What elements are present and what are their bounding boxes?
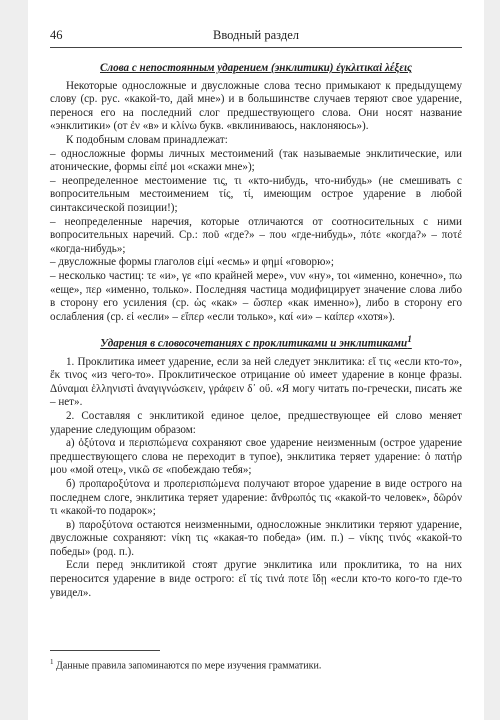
book-page: [28, 0, 484, 720]
footnote-mark: 1: [50, 658, 54, 666]
paragraph: б) προπαροξύτονα и προπερισπώμενα получают второе ударение в виде острого на последнем слоге, энклитика теряет ударение: ἄνθρωπός τις «какой-то человек», δῶρόν τι «какой-то подарок»;: [50, 477, 462, 518]
paragraph: К подобным словам принадлежат:: [66, 133, 228, 146]
running-title: Вводный раздел: [213, 28, 299, 42]
section-title-text: Ударения в словосочетаниях с проклитиками и энклитиками: [100, 337, 408, 350]
paragraph: 2. Составляя с энклитикой единое целое, предшествующее ей слово меняет ударение следующим образом:: [50, 409, 462, 436]
list-item: – односложные формы личных местоимений (так называемые энклитические, или атонические, формы εἰπέ μοι «скажи мне»);: [50, 147, 462, 174]
page-number: 46: [50, 28, 63, 42]
page-header: [50, 24, 462, 44]
footnote-rule: [50, 650, 160, 651]
footnote: [50, 656, 462, 672]
paragraph: Некоторые односложные и двусложные слова тесно примыкают к предыдущему слову (ср. рус. «какой-то, дай мне») и в большинстве случаев теряют свое ударение, перенося его на последний слог предшествующего слова. Они носят название «энклитики» (от ἐν «в» и κλίνω букв. «вклиниваюсь, наклоняюсь»).: [50, 79, 462, 133]
paragraph: 1. Проклитика имеет ударение, если за ней следует энклитика: εἴ τις «если кто-то», ἔκ τινος «из чего-то». Проклитическое отрицание οὐ имеет ударение в конце фразы. Δύναμαι ἑλληνιστὶ ἀναγιγνώσκειν, γράφειν δ᾽ οὔ. «Я могу читать по-гречески, писать же – нет».: [50, 355, 462, 409]
list-item: – неопределенное местоимение τις, τι «кто-нибудь, что-нибудь» (не смешивать с вопросительным местоимением τίς, τί, имеющим острое ударение в любой синтаксической позиции!);: [50, 174, 462, 214]
footnote-reference[interactable]: 1: [407, 335, 412, 346]
list-item: – двусложные формы глаголов εἰμί «есмь» и φημί «говорю»;: [50, 256, 335, 269]
list-item: – несколько частиц: τε «и», γε «по крайней мере», νυν «ну», τοι «именно, конечно», πω «еще», περ «именно, только». Последняя частица модифицирует значение слова либо в сторону его усиления (ср. ὡς «как» – ὥσπερ «как именно»), либо в сторону его ослабления (ср. εἰ «если» – εἴπερ «если только», καί «и» – καίπερ «хотя»).: [50, 269, 462, 323]
paragraph: Если перед энклитикой стоят другие энклитика или проклитика, то на них переносится ударение в виде острого: εἴ τίς τινά ποτε ἴδῃ «если кто-то кого-то где-то увидел».: [50, 559, 462, 599]
section-title-enclitics: Слова с непостоянным ударением (энклитики) ἐγκλιτικαὶ λέξεις: [100, 62, 412, 74]
section-title-accent-combinations: [50, 334, 462, 351]
header-rule: [50, 47, 462, 48]
page-body: [50, 62, 462, 600]
footnote-text: Данные правила запоминаются по мере изучения грамматики.: [56, 660, 322, 672]
paragraph: в) παροξύτονα остаются неизменными, односложные энклитики теряют ударение, двусложные сохраняют: νίκη τις «какая-то победа» (им. п.) – νίκης τινός «какой-то победы» (род. п.).: [50, 518, 462, 558]
list-item: – неопределенные наречия, которые отличаются от соотносительных с ними вопросительных наречий. Ср.: ποῦ «где?» – που «где-нибудь», πότε «когда?» – ποτέ «когда-нибудь»;: [50, 215, 462, 255]
paragraph: а) ὀξύτονα и περισπώμενα сохраняют свое ударение неизменным (острое ударение предшествующего слова не переходит в тупое), энклитика теряет ударение: ὁ πατήρ μου «мой отец», νικῶ σε «побеждаю тебя»;: [50, 437, 462, 477]
